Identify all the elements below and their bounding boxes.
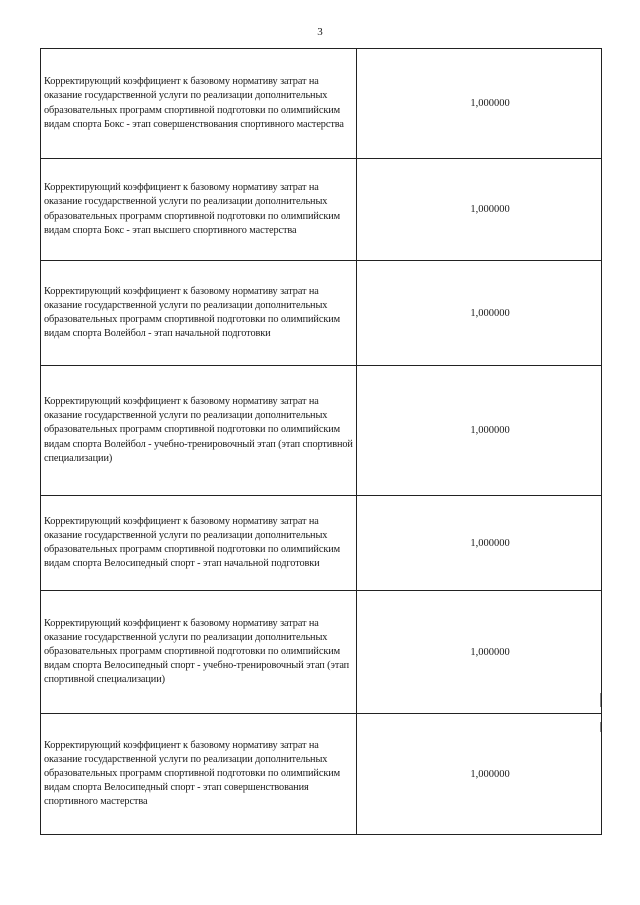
row-description: Корректирующий коэффициент к базовому нормативу затрат на оказание государственной услуги по реализации дополнительных образовательных программ спортивной подготовки по олимпийским видам спорта Волейбол - этап начальной подготовки [41,261,357,366]
row-coefficient-value: 1,000000 [357,714,602,835]
row-description: Корректирующий коэффициент к базовому нормативу затрат на оказание государственной услуги по реализации дополнительных образовательных программ спортивной подготовки по олимпийским видам спорта Волейбол - учебно-тренировочный этап (этап спортивной специализации) [41,366,357,496]
page-number: 3 [317,26,323,38]
scan-edge-mark [600,722,601,732]
row-coefficient-value: 1,000000 [357,591,602,714]
table-row [41,366,602,496]
row-coefficient-value: 1,000000 [357,261,602,366]
table-row [41,591,602,714]
row-description: Корректирующий коэффициент к базовому нормативу затрат на оказание государственной услуги по реализации дополнительных образовательных программ спортивной подготовки по олимпийским видам спорта Бокс - этап совершенствования спортивного мастерства [41,49,357,159]
row-description: Корректирующий коэффициент к базовому нормативу затрат на оказание государственной услуги по реализации дополнительных образовательных программ спортивной подготовки по олимпийским видам спорта Бокс - этап высшего спортивного мастерства [41,159,357,261]
row-description: Корректирующий коэффициент к базовому нормативу затрат на оказание государственной услуги по реализации дополнительных образовательных программ спортивной подготовки по олимпийским видам спорта Велосипедный спорт - этап совершенствования спортивного мастерства [41,714,357,835]
table-row [41,261,602,366]
row-description: Корректирующий коэффициент к базовому нормативу затрат на оказание государственной услуги по реализации дополнительных образовательных программ спортивной подготовки по олимпийским видам спорта Велосипедный спорт - этап начальной подготовки [41,496,357,591]
row-coefficient-value: 1,000000 [357,49,602,159]
table-row [41,159,602,261]
row-coefficient-value: 1,000000 [357,496,602,591]
table-row [41,496,602,591]
table-row [41,49,602,159]
table-row [41,714,602,835]
row-coefficient-value: 1,000000 [357,366,602,496]
coefficient-table [40,48,602,835]
row-description: Корректирующий коэффициент к базовому нормативу затрат на оказание государственной услуги по реализации дополнительных образовательных программ спортивной подготовки по олимпийским видам спорта Велосипедный спорт - учебно-тренировочный этап (этап спортивной специализации) [41,591,357,714]
scan-edge-mark [600,693,601,707]
row-coefficient-value: 1,000000 [357,159,602,261]
